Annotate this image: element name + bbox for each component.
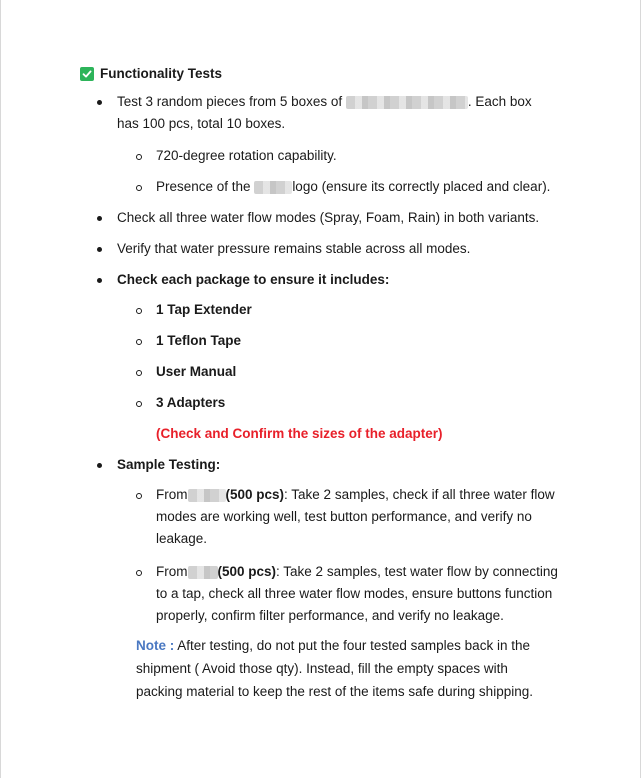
item-text: Check each package to ensure it includes: [117, 272, 390, 287]
item-text: Test 3 random pieces from 5 boxes of . Each box has 100 pcs, total 10 boxes. [117, 94, 532, 131]
item-text: Verify that water pressure remains stable across all modes. [117, 241, 471, 256]
note-paragraph [136, 634, 536, 703]
item-text: 3 Adapters [156, 395, 226, 410]
item-text: 1 Teflon Tape [156, 333, 242, 348]
item-text: From (500 pcs): Take 2 samples, check if all three water flow modes are working well, test button performance, and verify no leakage. [156, 487, 555, 546]
redacted-text [254, 181, 292, 194]
item-text: From (500 pcs): Take 2 samples, test water flow by connecting to a tap, check all three water flow modes, ensure buttons function properly, confirm filter performance, and verify no leakage. [156, 564, 558, 623]
note-text: After testing, do not put the four tested samples back in the shipment ( Avoid those qty). Instead, fill the empty spaces with packing material to keep the rest of the items safe during shipping. [136, 638, 533, 699]
redacted-text [188, 489, 226, 502]
check-box-icon [80, 67, 94, 81]
item-text: Sample Testing: [117, 457, 221, 472]
note-label: Note : [136, 638, 175, 653]
item-text: 1 Tap Extender [156, 302, 252, 317]
item-text: 720-degree rotation capability. [156, 148, 337, 163]
redacted-text [188, 566, 218, 579]
item-text: Check all three water flow modes (Spray, Foam, Rain) in both variants. [117, 210, 540, 225]
item-text: User Manual [156, 364, 237, 379]
section-heading [80, 66, 222, 81]
warning-text: (Check and Confirm the sizes of the adapter) [156, 426, 443, 441]
redacted-text [346, 96, 468, 109]
item-text: Presence of the logo (ensure its correctly placed and clear). [156, 179, 551, 194]
section-title: Functionality Tests [100, 66, 223, 81]
